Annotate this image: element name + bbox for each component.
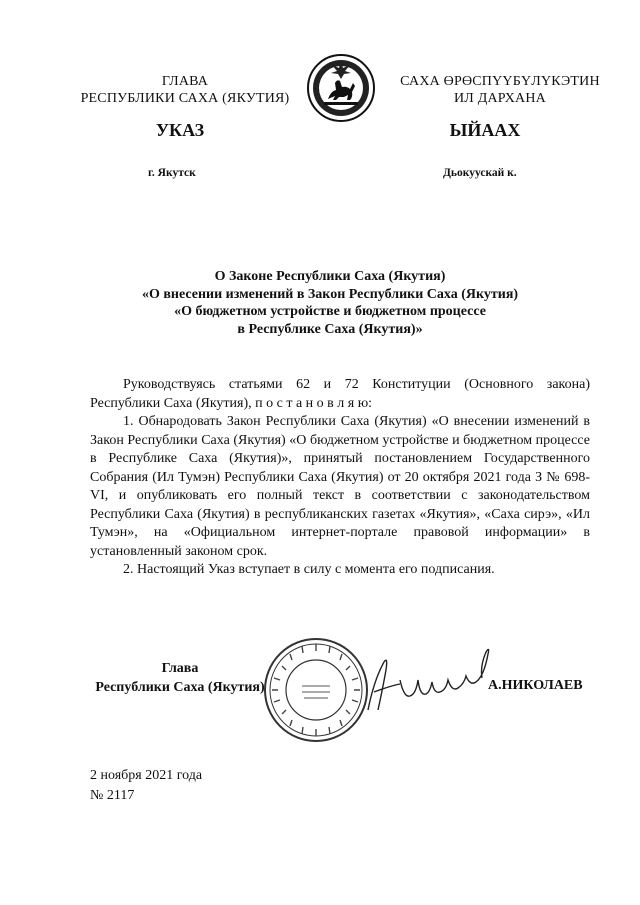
coat-of-arms-emblem-icon	[306, 53, 376, 123]
document-kind-sah: ЫЙААХ	[449, 120, 521, 140]
city-sah: Дьокуускай к.	[443, 167, 517, 179]
item-2-paragraph: 2. Настоящий Указ вступает в силу с момента его подписания.	[123, 562, 495, 577]
header-left	[70, 73, 300, 107]
item-1-paragraph: 1. Обнародовать Закон Республики Саха (Якутия) «О внесении изменений в Закон Республики Саха (Якутия) «О бюджетном устройстве и бюджетном процессе в Республике Саха (Якутия)», принятый постановлением Государственного Собрания (Ил Тумэн) Республики Саха (Якутия) от 20 октября 2021 года З № 698-VI, и опубликовать его полный текст в соответствии с законодательством Республики Саха (Якутия) в республиканских газетах «Якутия», «Саха сирэ», «Ил Тумэн», на «Официальном интернет-портале правовой информации» в установленный законом срок.	[90, 414, 590, 559]
header-right-line1: САХА ӨРӨСПҮҮБҮЛҮКЭТИН	[400, 74, 600, 89]
signatory-name: А.НИКОЛАЕВ	[488, 678, 583, 693]
signatory-title-line2: Республики Саха (Якутия)	[95, 679, 265, 695]
preamble-paragraph: Руководствуясь статьями 62 и 72 Конституции (Основного закона) Республики Саха (Якутия), п о с т а н о в л я ю:	[90, 377, 590, 411]
official-stamp-seal-icon	[262, 636, 370, 744]
signatory-title-line1: Глава	[161, 661, 199, 676]
city-ru: г. Якутск	[148, 167, 196, 179]
document-kind-ru: УКАЗ	[155, 120, 205, 140]
decree-body	[90, 376, 590, 580]
decree-footer	[90, 766, 202, 806]
handwritten-signature-icon	[360, 640, 500, 720]
signatory-title	[90, 660, 270, 697]
title-line1: О Законе Республики Саха (Якутия)	[214, 269, 446, 284]
decree-number: № 2117	[90, 788, 135, 803]
title-line2: «О внесении изменений в Закон Республики Саха (Якутия)	[141, 286, 519, 302]
header-left-line2: РЕСПУБЛИКИ САХА (ЯКУТИЯ)	[80, 91, 290, 106]
title-line4: в Республике Саха (Якутия)»	[237, 321, 423, 337]
decree-date: 2 ноября 2021 года	[90, 768, 203, 783]
header-left-line1: ГЛАВА	[161, 74, 209, 89]
header-right	[385, 73, 615, 107]
header-right-line2: ИЛ ДАРХАНА	[453, 91, 546, 106]
title-line3: «О бюджетном устройстве и бюджетном процессе	[174, 304, 486, 319]
decree-title	[60, 268, 600, 338]
